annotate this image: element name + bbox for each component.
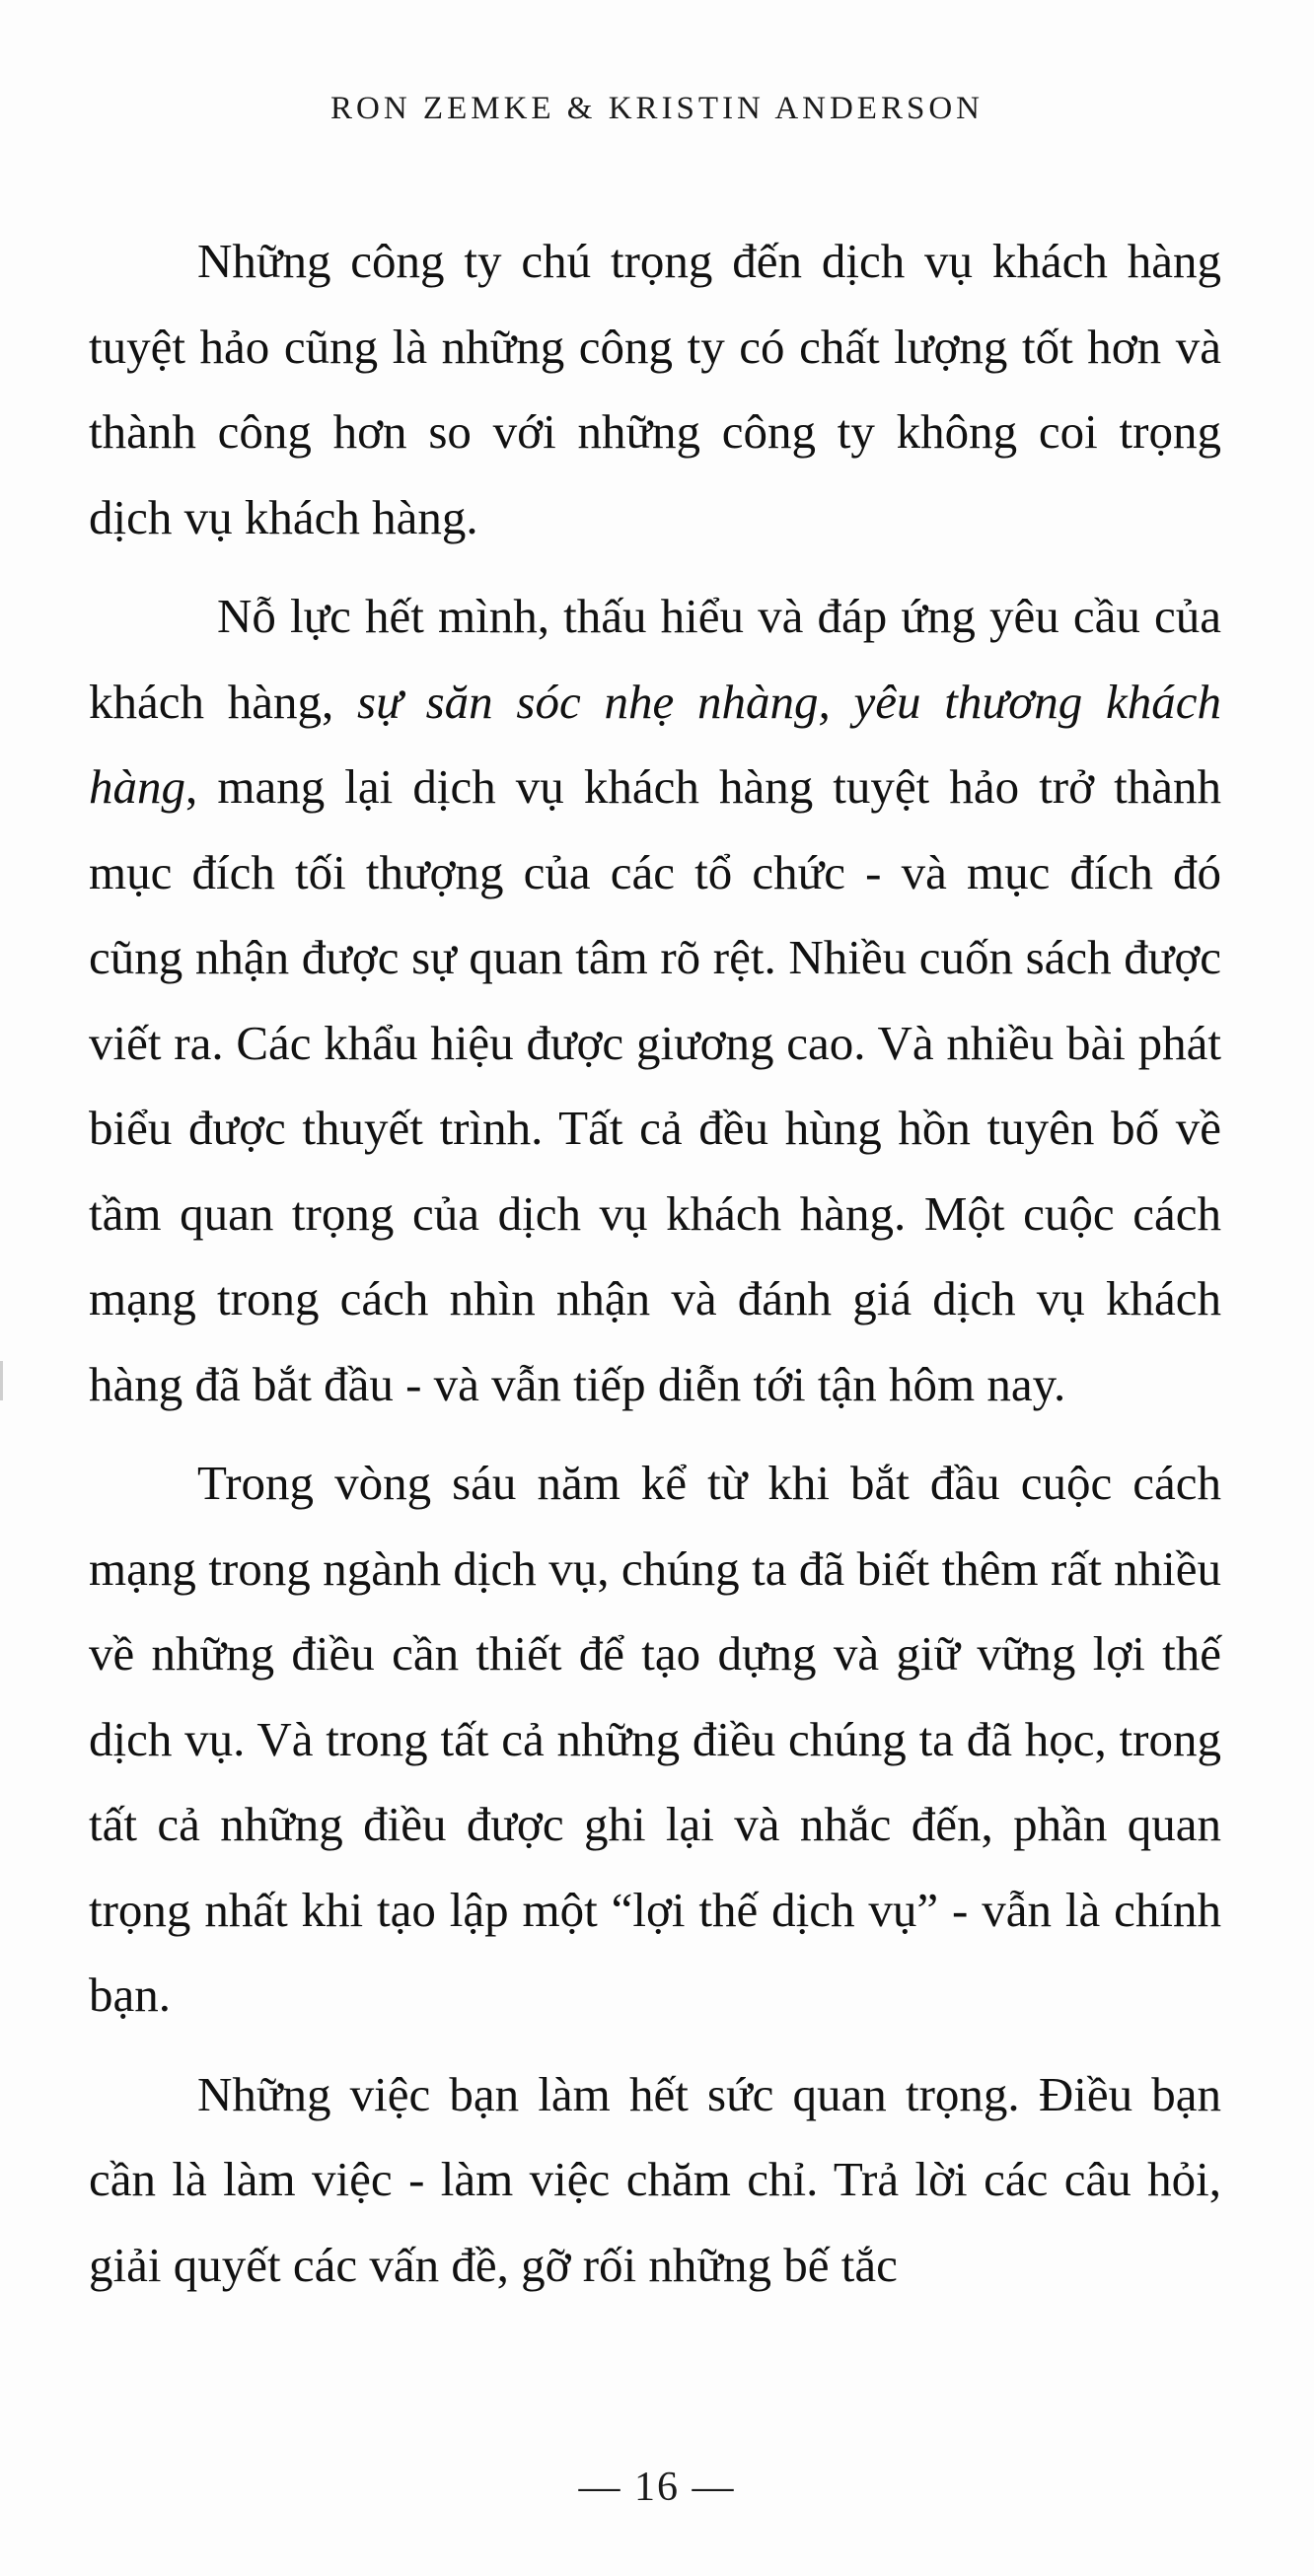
running-header: RON ZEMKE & KRISTIN ANDERSON bbox=[329, 91, 984, 126]
paragraph-3 bbox=[89, 1441, 1221, 2039]
paragraph-4-text: Những việc bạn làm hết sức quan trọng. Điều bạn cần là làm việc - làm việc chăm chỉ. Trả lời các câu hỏi, giải quyết các vấn đề, gỡ rối những bế tắc bbox=[89, 2066, 1221, 2292]
page-number: — 16 — bbox=[578, 2465, 736, 2510]
page-edge-mark bbox=[0, 1361, 3, 1400]
paragraph-2-text-before: Nỗ lực hết mình, thấu hiểu và đáp ứng yêu cầu của khách hàng, bbox=[89, 589, 1221, 729]
paragraph-2-text-after: , mang lại dịch vụ khách hàng tuyệt hảo trở thành mục đích tối thượng của các tổ chức - và mục đích đó cũng nhận được sự quan tâm rõ rệt. Nhiều cuốn sách được viết ra. Các khẩu hiệu được giương cao. Và nhiều bài phát biểu được thuyết trình. Tất cả đều hùng hồn tuyên bố về tầm quan trọng của dịch vụ khách hàng. Một cuộc cách mạng trong cách nhìn nhận và đánh giá dịch vụ khách hàng đã bắt đầu - và vẫn tiếp diễn tới tận hôm nay. bbox=[89, 759, 1221, 1411]
body-text bbox=[89, 219, 1221, 2322]
paragraph-3-text: Trong vòng sáu năm kể từ khi bắt đầu cuộc cách mạng trong ngành dịch vụ, chúng ta đã biết thêm rất nhiều về những điều cần thiết để tạo dựng và giữ vững lợi thế dịch vụ. Và trong tất cả những điều chúng ta đã học, trong tất cả những điều được ghi lại và nhắc đến, phần quan trọng nhất khi tạo lập một “lợi thế dịch vụ” - vẫn là chính bạn. bbox=[89, 1456, 1221, 2022]
paragraph-1 bbox=[89, 219, 1221, 560]
paragraph-4 bbox=[89, 2052, 1221, 2309]
paragraph-1-text: Những công ty chú trọng đến dịch vụ khách hàng tuyệt hảo cũng là những công ty có chất lượng tốt hơn và thành công hơn so với những công ty không coi trọng dịch vụ khách hàng. bbox=[89, 234, 1221, 544]
paragraph-2 bbox=[89, 574, 1221, 1427]
paragraph-2-emphasis: sự săn sóc nhẹ nhàng, yêu thương khách hàng bbox=[89, 674, 1221, 814]
